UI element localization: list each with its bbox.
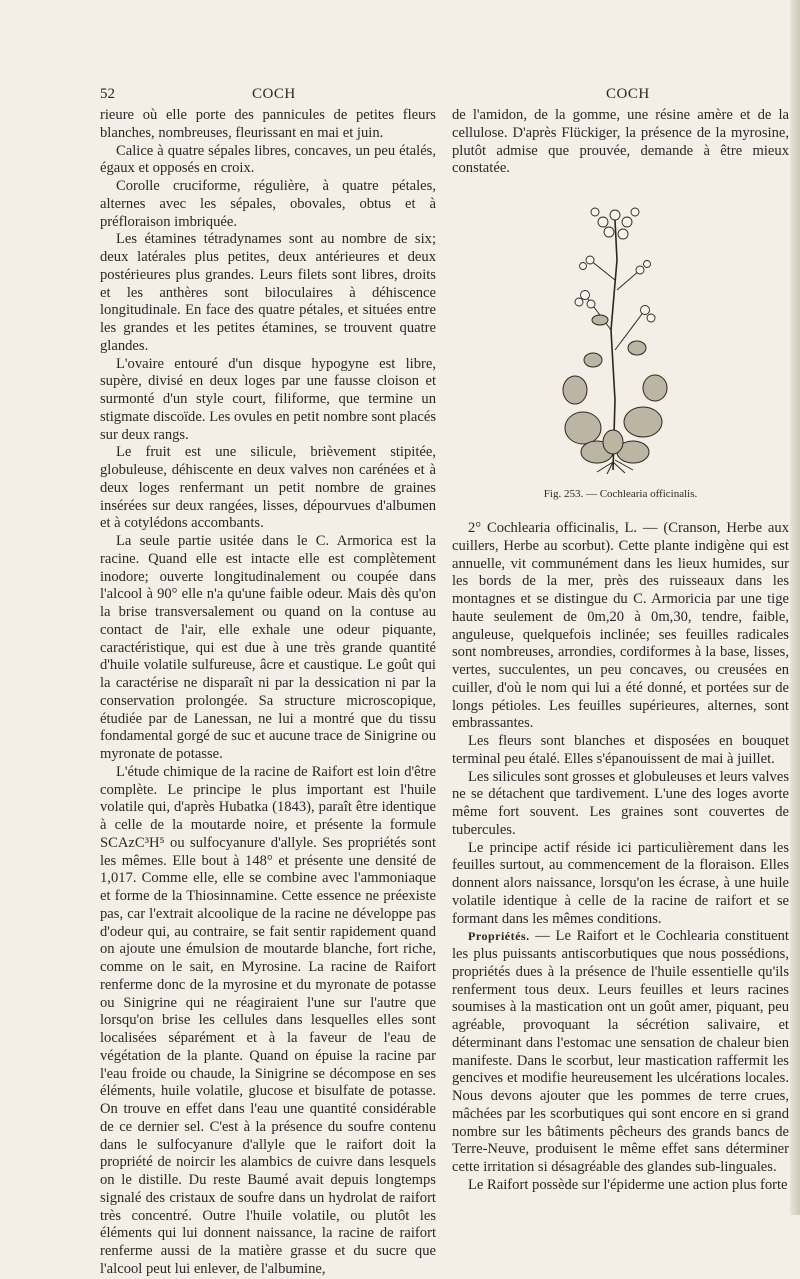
- right-column-top: [452, 107, 789, 178]
- paragraph: Le principe actif réside ici particulièrement dans les feuilles surtout, au commencement de la floraison. Elles donnent alors naissance, lorsqu'on les écrase, à une huile volatile identique à celle de la racine de raifort et se formant dans les mêmes conditions.: [452, 839, 789, 927]
- figure-caption: Fig. 253. — Cochlearia officinalis.: [543, 488, 698, 500]
- paragraph: de l'amidon, de la gomme, une résine amère et de la cellulose. D'après Flückiger, la présence de la myrosine, plutôt admise que prouvée, demande à être mieux constatée.: [452, 107, 789, 177]
- properties-text: — Le Raifort et le Cochlearia constituent les plus puissants antiscorbutiques que nous possédions, propriétés dues à la présence de l'huile essentielle qu'ils renferment tous deux. Leurs feuilles et leurs racines soumises à la mastication ont un goût amer, piquant, peu agréable, provoquant la sécrétion salivaire, et déterminant dans l'estomac une sensation de chaleur bien manifeste. Dans le scorbut, leur mastication raffermit les gencives et modifie heureusement les ulcérations locales. Nous devons ajouter que les pommes de terre crues, mâchées par les scorbutiques qui sont encore en si grand nombre sur les bâtiments pêcheurs des grands bancs de Terre-Neuve, produisent le même effet sans déterminer cette irritation si désagréable des glandes sub-linguales.: [452, 928, 789, 1175]
- right-column: [452, 520, 789, 1195]
- paragraph: 2° Cochlearia officinalis, L. — (Cranson, Herbe aux cuillers, Herbe au scorbut). Cette plante indigène qui est annuelle, vit communément dans les lieux humides, sur les bords de la mer, près des ruisseaux dans les montagnes et se distingue du C. Armoricia par une tige haute seulement de 0m,20 à 0m,30, tendre, faible, anguleuse, quelquefois inclinée; ses feuilles radicales sont nombreuses, arrondies, cordiformes à la base, lisses, vertes, succulentes, un peu concaves, ou creusées en cuiller, d'où le nom qui lui a été donné, et portées sur de longs pétioles. Les feuilles supérieures, alternes, sont embrassantes.: [452, 520, 789, 732]
- page-edge: [790, 0, 800, 1215]
- paragraph: Calice à quatre sépales libres, concaves, un peu étalés, égaux et opposés en croix.: [100, 142, 436, 177]
- page-number: 52: [100, 86, 115, 102]
- paragraph: L'ovaire entouré d'un disque hypogyne est libre, supère, divisé en deux loges par une fausse cloison et surmonté d'un style court, filiforme, que termine un stigmate discoïde. Les ovules en petit nombre sont placés sur deux rangs.: [100, 355, 436, 443]
- left-column: [100, 107, 436, 1279]
- cochlearia-illustration: [545, 200, 685, 475]
- paragraph: Corolle cruciforme, régulière, à quatre pétales, alternes avec les sépales, obovales, obtus et à préfloraison imbriquée.: [100, 178, 436, 230]
- paragraph: Les fleurs sont blanches et disposées en bouquet terminal peu étalé. Elles s'épanouissent de mai à juillet.: [452, 733, 789, 767]
- paragraph: rieure où elle porte des pannicules de petites fleurs blanches, nombreuses, fleurissant en mai et juin.: [100, 107, 436, 141]
- paragraph: Les étamines tétradynames sont au nombre de six; deux latérales plus petites, deux antérieures et deux postérieures plus grandes. Leurs filets sont libres, droits et les anthères sont biloculaires à déhiscence longitudinale. En face des quatre pétales, et situées entre les grandes et les petites étamines, se trouvent quatre glandes.: [100, 231, 436, 354]
- running-head-left: COCH: [252, 86, 296, 102]
- paragraph: La seule partie usitée dans le C. Armorica est la racine. Quand elle est intacte elle est complètement inodore; ouverte longitudinalement ou coupée dans l'alcool à 90° elle n'a qu'une faible odeur. Mais dès qu'on la brise transversalement ou quand on la contuse au contact de l'air, elle exhale une odeur piquante, caractéristique, qui est due à une très grande quantité d'huile volatile sulfureuse, âcre et caustique. Le goût qui la caractérise ne disparaît ni par la dessication ni par la conservation prolongée. Sa structure microscopique, étudiée par de Lanessan, ne lui a montré que du tissu fondamental gorgé de suc et aucune trace de Sinigrine ou myronate de potasse.: [100, 533, 436, 762]
- page-header: [100, 86, 785, 106]
- running-head-right: COCH: [606, 86, 650, 102]
- paragraph-properties: [452, 928, 789, 1177]
- paragraph: Les silicules sont grosses et globuleuses et leurs valves ne se détachent que tardivement. L'une des loges avorte même fort souvent. Les graines sont couvertes de tubercules.: [452, 768, 790, 838]
- paragraph: Le Raifort possède sur l'épiderme une action plus forte: [468, 1176, 788, 1193]
- section-lead: Propriétés.: [468, 929, 530, 944]
- paragraph: L'étude chimique de la racine de Raifort est loin d'être complète. Le principe le plus important est l'huile volatile qui, d'après Hubatka (1843), paraît être identique à celle de la moutarde noire, et présente la formule SCAzC³H⁵ ou sulfocyanure d'allyle. Ses propriétés sont les mêmes. Elle bout à 148° et présente une densité de 1,017. Comme elle, elle se combine avec l'ammoniaque et forme de la Thiosinnamine. Cette essence ne préexiste pas, car l'extrait alcoolique de la racine ne développe pas d'odeur qui, au contraire, se fait sentir rapidement quand on ajoute une émulsion de moutarde blanche, fort riche, comme on le sait, en Myrosine. La racine de Raifort renferme donc de la myrosine et du myronate de potasse ou Sinigrine qui ne réagiraient l'une sur l'autre que lorsqu'on brise les cellules dans lesquelles elles sont localisées séparément et à la faveur de l'eau de végétation de la plante. Quand on épuise la racine par l'eau froide ou chaude, la Sinigrine se décompose en ses éléments, huile volatile, glucose et bisulfate de potasse. On trouve en effet dans l'eau une quantité considérable de ce dernier sel. C'est à la présence du soufre contenu dans le sulfocyanure d'allyle que le raifort doit la propriété de noircir les alambics de cuivre dans lesquels on le distille. Du reste Baumé avait depuis longtemps signalé des cristaux de soufre dans un hydrolat de raifort très concentré. Outre l'huile volatile, ou plutôt les éléments qui lui donnent naissance, la racine de raifort renferme aussi de la matière grasse et du sucre que l'alcool peut lui enlever, de l'albumine,: [100, 763, 436, 1277]
- paragraph: Le fruit est une silicule, brièvement stipitée, globuleuse, déhiscente en deux valves non carénées et à deux loges renfermant un petit nombre de graines insérées sur deux rangées, lisses, dépourvues d'albumen et à cotylédons accombants.: [100, 444, 436, 532]
